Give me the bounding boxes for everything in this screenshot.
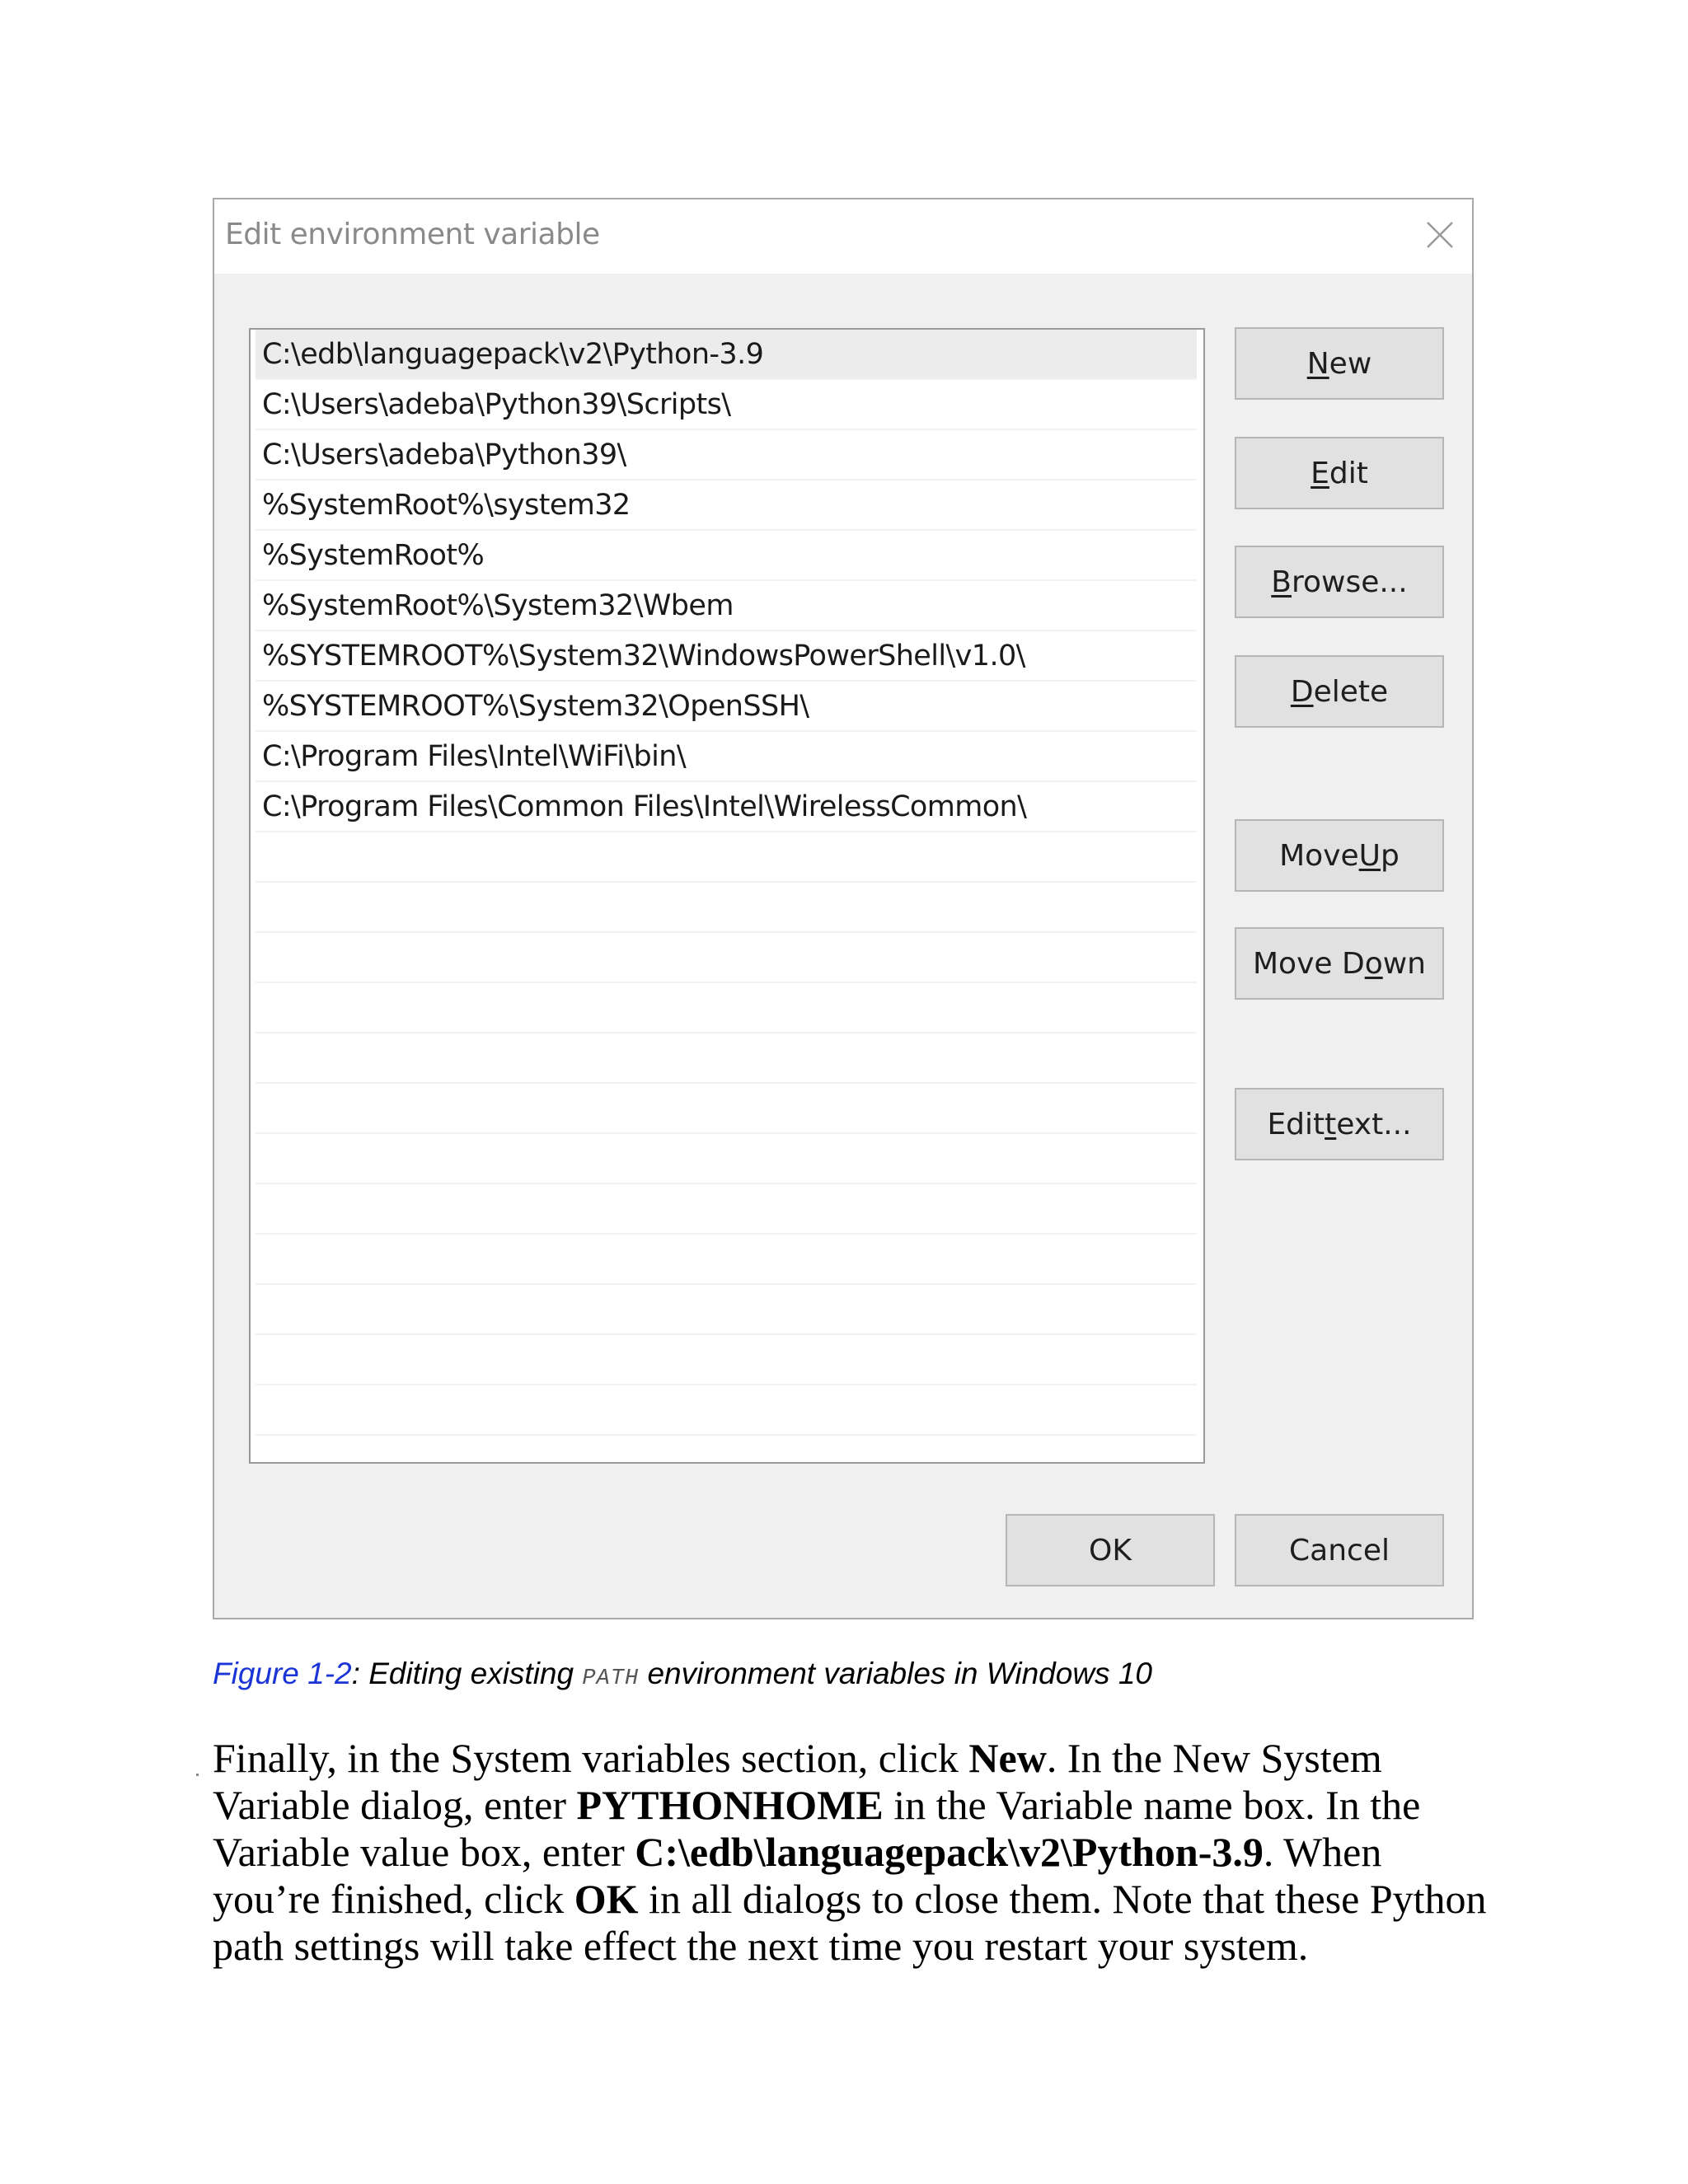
dialog-title: Edit environment variable [225, 218, 600, 251]
paragraph-text: in all dialogs to close them. Note that these Python path settings will take effect the next time you restart your system. [213, 1876, 1487, 1969]
edit-environment-variable-dialog [213, 198, 1474, 1619]
cancel-button[interactable] [1235, 1514, 1444, 1586]
empty-list-row[interactable] [256, 1385, 1197, 1436]
path-entry-text: %SystemRoot%\System32\Wbem [262, 589, 734, 622]
new-button[interactable] [1235, 327, 1444, 400]
empty-list-row[interactable] [256, 1285, 1197, 1335]
edit-text-button-label-post: ext... [1336, 1107, 1412, 1141]
path-list-item[interactable] [256, 581, 1197, 631]
path-list-item[interactable] [256, 380, 1197, 430]
move-up-button-label-pre: Move [1279, 838, 1359, 873]
paragraph-bold: OK [574, 1876, 639, 1922]
path-entry-text: %SystemRoot% [262, 539, 485, 572]
move-up-button[interactable] [1235, 819, 1444, 892]
browse-button[interactable] [1235, 546, 1444, 618]
paragraph-text: . When you’re finished, click [213, 1829, 1382, 1922]
edit-text-button-access-key: t [1325, 1107, 1337, 1141]
path-list-item[interactable] [256, 782, 1197, 832]
move-up-button-label-post: p [1381, 838, 1400, 873]
path-list-item[interactable] [256, 631, 1197, 682]
caption-text-after: environment variables in Windows 10 [639, 1657, 1152, 1690]
path-list-item[interactable] [256, 682, 1197, 732]
path-list-item[interactable] [256, 430, 1197, 480]
path-list[interactable] [249, 328, 1205, 1464]
figure-caption [213, 1657, 1152, 1691]
move-down-button-label-post: wn [1382, 946, 1426, 981]
empty-list-row[interactable] [256, 1134, 1197, 1184]
delete-button-access-key: D [1290, 674, 1314, 709]
empty-list-row[interactable] [256, 883, 1197, 933]
empty-list-row[interactable] [256, 1335, 1197, 1385]
new-button-label-post: ew [1329, 346, 1372, 381]
path-entry-text: C:\Program Files\Intel\WiFi\bin\ [262, 740, 687, 773]
edit-button-label-post: dit [1329, 456, 1368, 490]
cancel-button-label: Cancel [1289, 1533, 1390, 1568]
path-list-item[interactable] [256, 330, 1197, 380]
path-entry-text: %SystemRoot%\system32 [262, 489, 631, 522]
edit-button-access-key: E [1311, 456, 1329, 490]
empty-list-row[interactable] [256, 1235, 1197, 1285]
paragraph-bold: New [968, 1735, 1047, 1781]
empty-list-row[interactable] [256, 933, 1197, 983]
path-entry-text: C:\Users\adeba\Python39\Scripts\ [262, 388, 731, 421]
edit-text-button-label-pre: Edit [1267, 1107, 1325, 1141]
paragraph-bold: C:\edb\languagepack\v2\Python-3.9 [635, 1829, 1264, 1875]
path-list-item[interactable] [256, 480, 1197, 531]
figure-reference-link[interactable]: Figure 1-2 [213, 1657, 352, 1690]
new-button-access-key: N [1306, 346, 1329, 381]
empty-list-row[interactable] [256, 1033, 1197, 1084]
body-paragraph [213, 1735, 1498, 1970]
edit-text-button[interactable] [1235, 1088, 1444, 1160]
stray-mark [196, 1774, 199, 1776]
delete-button-label-post: elete [1313, 674, 1389, 709]
path-entry-text: %SYSTEMROOT%\System32\OpenSSH\ [262, 690, 809, 723]
browse-button-label-post: rowse... [1291, 565, 1408, 599]
empty-list-row[interactable] [256, 983, 1197, 1033]
path-entry-text: %SYSTEMROOT%\System32\WindowsPowerShell\v1.0\ [262, 640, 1025, 673]
ok-button-label: OK [1089, 1533, 1132, 1568]
path-entry-text: C:\Users\adeba\Python39\ [262, 438, 626, 471]
paragraph-bold: PYTHONHOME [576, 1782, 884, 1828]
paragraph-text: in the Variable name box. In the Variable value box, enter [213, 1782, 1421, 1875]
dialog-titlebar [214, 199, 1472, 274]
move-down-button-label-pre: Move D [1253, 946, 1365, 981]
empty-list-row[interactable] [256, 1184, 1197, 1235]
delete-button[interactable] [1235, 655, 1444, 728]
move-down-button[interactable] [1235, 927, 1444, 1000]
path-list-item[interactable] [256, 531, 1197, 581]
browse-button-access-key: B [1271, 565, 1292, 599]
ok-button[interactable] [1006, 1514, 1215, 1586]
paragraph-text: . In the New System Variable dialog, enter [213, 1735, 1382, 1828]
empty-list-row[interactable] [256, 832, 1197, 883]
move-down-button-access-key: o [1364, 946, 1383, 981]
caption-text-before: : Editing existing [351, 1657, 583, 1690]
empty-list-row[interactable] [256, 1084, 1197, 1134]
path-list-item[interactable] [256, 732, 1197, 782]
paragraph-text: Finally, in the System variables section, click [213, 1735, 969, 1781]
caption-code: PATH [582, 1666, 640, 1691]
close-icon[interactable] [1419, 214, 1461, 255]
path-entry-text: C:\Program Files\Common Files\Intel\WirelessCommon\ [262, 790, 1027, 823]
move-up-button-access-key: U [1358, 838, 1381, 873]
edit-button[interactable] [1235, 437, 1444, 509]
path-entry-text: C:\edb\languagepack\v2\Python-3.9 [262, 338, 764, 371]
